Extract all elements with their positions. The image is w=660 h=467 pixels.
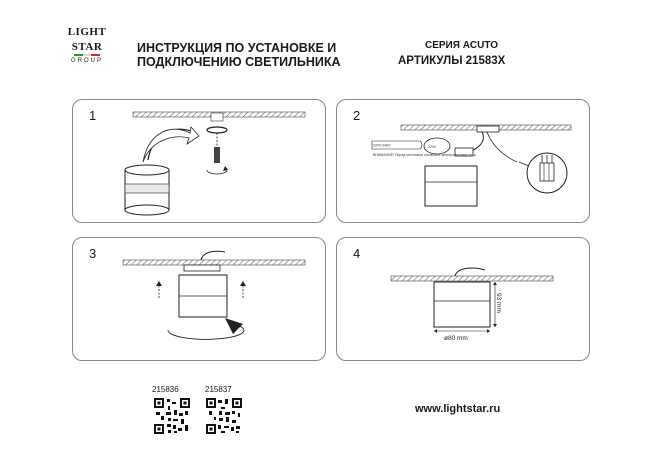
product-code-1: 215836 <box>152 385 179 394</box>
website-link[interactable]: www.lightstar.ru <box>415 403 501 415</box>
articles-label: АРТИКУЛЫ 21583X <box>398 55 506 67</box>
voltage-label: 220V-240V <box>373 143 391 148</box>
luminaire-body <box>425 166 477 206</box>
page-title-line1: ИНСТРУКЦИЯ ПО УСТАНОВКЕ И <box>137 41 337 55</box>
series-label: СЕРИЯ ACUTO <box>425 40 499 51</box>
step-panel-2 <box>336 99 590 223</box>
step-number-1: 1 <box>89 108 97 123</box>
diameter-label: ø80 mm <box>444 335 468 342</box>
step-4-illustration <box>337 238 589 360</box>
step-2-illustration <box>337 100 589 222</box>
height-label: 93 mm <box>495 293 502 313</box>
supply-wire <box>201 251 225 260</box>
step-number-4: 4 <box>353 246 361 261</box>
logo-text-group: GROUP <box>70 58 103 64</box>
supply-wire <box>455 268 485 276</box>
warning-note: ВНИМАНИЕ! Перед монтажом отключите электропитание сети <box>373 153 476 157</box>
brand-logo <box>62 14 112 78</box>
luminaire-body <box>125 165 169 215</box>
step-panel-3 <box>72 237 326 361</box>
page-title-line2: ПОДКЛЮЧЕНИЮ СВЕТИЛЬНИКА <box>137 55 341 69</box>
logo-text-star: STAR <box>71 41 103 53</box>
mounting-screw <box>214 147 220 163</box>
ceiling-hatch <box>123 260 305 265</box>
step-panel-4 <box>336 237 590 361</box>
logo-flag <box>74 54 100 56</box>
luminaire-body <box>434 282 490 327</box>
step-number-3: 3 <box>89 246 97 261</box>
qr-code-2 <box>205 397 243 435</box>
step-panel-1 <box>72 99 326 223</box>
ceiling-hatch <box>391 276 553 281</box>
qr-code-1 <box>153 397 191 435</box>
driver-text: 220V <box>428 145 437 149</box>
logo-text-light: LIGHT <box>67 26 107 38</box>
step-3-illustration <box>73 238 325 360</box>
step-number-2: 2 <box>353 108 361 123</box>
step-1-illustration <box>73 100 325 222</box>
mounting-ring <box>207 127 227 133</box>
product-code-2: 215837 <box>205 385 232 394</box>
